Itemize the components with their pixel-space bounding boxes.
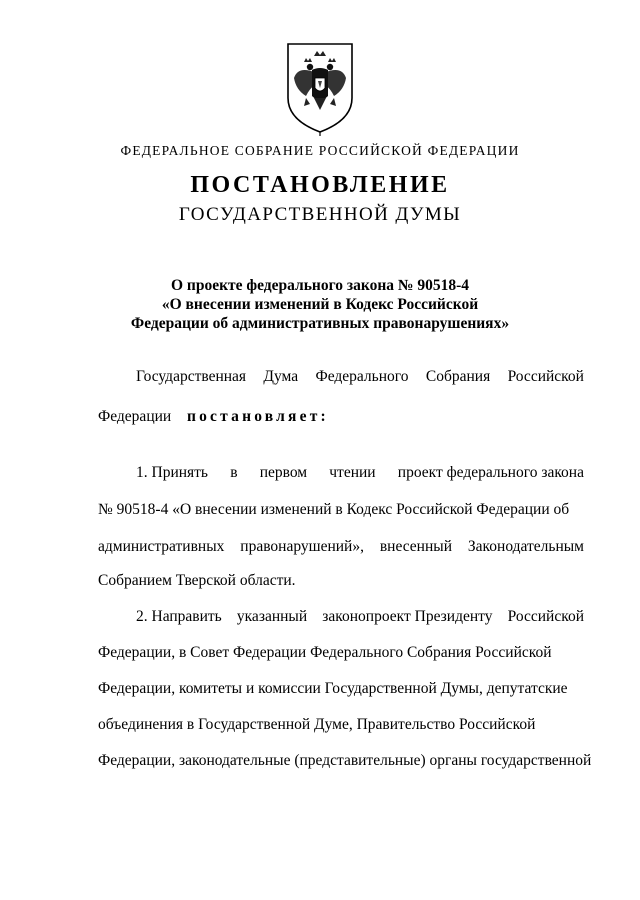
preamble-word: Собрания [425,368,491,385]
item1-word: в [230,464,238,481]
item1-word: проект федерального закона [397,464,584,481]
preamble-word: Российской [507,368,584,385]
preamble-word: Государственная [136,368,247,385]
item2-line-5: Федерации, законодательные (представительные) органы государственной [98,752,592,769]
preamble-line-1 [136,367,584,387]
resolves-keyword: постановляет: [186,408,329,425]
item1-word: 1. Принять [136,464,209,481]
item1-word: правонарушений», [240,538,364,555]
document-title: ПОСТАНОВЛЕНИЕ [190,172,450,198]
preamble-word: Дума [263,368,299,385]
item2-word: Российской [507,608,584,625]
item2-line-2: Федерации, в Совет Федерации Федерального Собрания Российской [98,644,552,661]
item1-word: первом [259,464,308,481]
item1-line-4: Собранием Тверской области. [98,572,296,589]
item1-word: Законодательным [467,538,584,555]
assembly-header: ФЕДЕРАЛЬНОЕ СОБРАНИЕ РОССИЙСКОЙ ФЕДЕРАЦИИ [120,143,520,158]
item2-line-1 [136,607,584,627]
coat-of-arms-emblem [284,40,356,136]
item1-word: административных [98,538,225,555]
document-subtitle: ГОСУДАРСТВЕННОЙ ДУМЫ [178,204,462,225]
item1-line-3 [98,537,584,557]
item1-line-1 [136,463,584,483]
preamble-word: Федерального [315,368,409,385]
item1-word: внесенный [379,538,452,555]
preamble-line-2 [98,407,584,427]
item2-word: законопроект Президенту [322,608,493,625]
item2-word: 2. Направить [136,608,222,625]
subject-line-2: «О внесении изменений в Кодекс Российской [161,296,479,313]
item2-word: указанный [236,608,308,625]
item1-line-2: № 90518-4 «О внесении изменений в Кодекс Российской Федерации об [98,501,570,518]
document-subject [0,276,640,333]
subject-line-3: Федерации об административных правонарушениях» [130,315,510,332]
item1-word: чтении [329,464,376,481]
subject-line-1: О проекте федерального закона № 90518-4 [170,277,469,294]
item2-line-3: Федерации, комитеты и комиссии Государственной Думы, депутатские [98,680,568,697]
item2-line-4: объединения в Государственной Думе, Правительство Российской [98,716,536,733]
preamble-text: Федерации [98,408,172,425]
